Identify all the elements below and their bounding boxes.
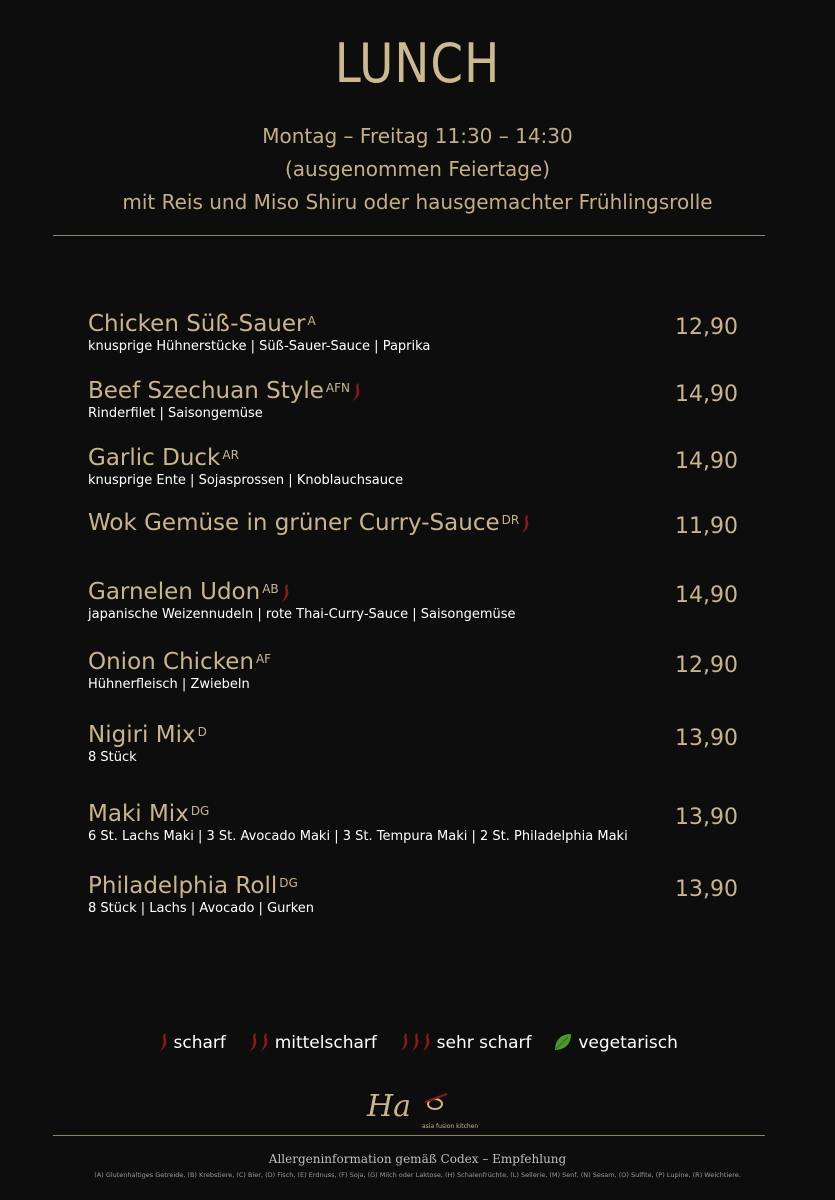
allergen-codes: DG [190, 803, 210, 818]
menu-item [88, 311, 738, 354]
chili-icon [260, 1032, 269, 1052]
menu-title: LUNCH [334, 32, 501, 96]
allergen-codes: AF [255, 651, 272, 666]
logo-tagline: asia fusion kitchen [422, 1123, 479, 1130]
chili-icon [400, 1032, 409, 1052]
legend-label: sehr scharf [436, 1033, 532, 1053]
legend-vegetarisch [553, 1032, 678, 1053]
legend-mittelscharf [247, 1032, 377, 1053]
divider-bottom [53, 1135, 765, 1136]
legend-sehr-scharf [398, 1032, 531, 1053]
chili-icon [411, 1032, 420, 1052]
item-price: 12,90 [675, 653, 738, 678]
menu-item [88, 801, 738, 844]
item-description: 6 St. Lachs Maki | 3 St. Avocado Maki | 3 St. Tempura Maki | 2 St. Philadelphia Maki [88, 829, 628, 844]
item-description: Hühnerfleisch | Zwiebeln [88, 677, 250, 692]
item-description: Rinderfilet | Saisongemüse [88, 406, 263, 421]
chili-icon [281, 583, 290, 603]
item-price: 14,90 [675, 382, 738, 407]
item-description: japanische Weizennudeln | rote Thai-Curry-Sauce | Saisongemüse [88, 607, 516, 622]
item-price: 14,90 [675, 583, 738, 608]
item-description: 8 Stück [88, 750, 137, 765]
item-price: 13,90 [675, 805, 738, 830]
chili-icon [352, 382, 361, 402]
menu-item [88, 445, 738, 488]
item-price: 14,90 [675, 449, 738, 474]
logo-mark [367, 1088, 479, 1132]
allergen-title: Allergeninformation gemäß Codex – Empfehlung [268, 1152, 567, 1166]
legend-label: vegetarisch [578, 1033, 678, 1053]
menu-item [88, 649, 738, 692]
chili-icon [521, 514, 530, 534]
item-price: 11,90 [675, 514, 738, 539]
sides-note: mit Reis und Miso Shiru oder hausgemachter Frühlingsrolle [122, 190, 713, 214]
spice-legend [0, 1032, 835, 1053]
allergen-codes: A [307, 313, 316, 328]
legend-scharf [157, 1032, 226, 1053]
item-name: Chicken Süß-Sauer [88, 311, 306, 337]
holiday-note: (ausgenommen Feiertage) [284, 157, 551, 181]
menu-item [88, 873, 738, 916]
chili-icon [422, 1032, 431, 1052]
allergen-codes: D [197, 724, 207, 739]
menu-item [88, 378, 738, 421]
allergen-codes: AB [262, 581, 279, 596]
item-price: 13,90 [675, 726, 738, 751]
item-description: knusprige Ente | Sojasprossen | Knoblauchsauce [88, 473, 404, 488]
item-description: 8 Stück | Lachs | Avocado | Gurken [88, 901, 315, 916]
allergen-list: (A) Glutenhaltiges Getreide, (B) Krebstiere, (C) Bier, (D) Fisch, (E) Erdnuss, (F) Soja, (G) Milch oder Laktose, (H) Schalenfrüchte, (L) Sellerie, (M) Senf, (N) Sesam, (O) Sulfite, (P) Lupine, (R) Weichtiere. [94, 1171, 741, 1179]
item-name: Onion Chicken [88, 649, 254, 675]
item-name: Maki Mix [88, 801, 189, 827]
item-description: knusprige Hühnerstücke | Süß-Sauer-Sauce | Paprika [88, 339, 431, 354]
menu-item [88, 579, 738, 622]
item-name: Nigiri Mix [88, 722, 196, 748]
item-name: Beef Szechuan Style [88, 378, 324, 404]
allergen-codes: AR [222, 447, 239, 462]
allergen-codes: DG [279, 875, 298, 890]
logo-text: Ha [367, 1089, 412, 1124]
menu-item [88, 510, 738, 539]
item-name: Philadelphia Roll [88, 873, 278, 899]
chili-icon [249, 1032, 258, 1052]
leaf-icon [553, 1032, 573, 1052]
allergen-codes: AFN [325, 380, 350, 395]
item-price: 13,90 [675, 877, 738, 902]
restaurant-logo [367, 1088, 479, 1132]
divider-top [53, 235, 765, 236]
item-name: Garlic Duck [88, 445, 221, 471]
legend-label: scharf [173, 1033, 226, 1053]
item-name: Garnelen Udon [88, 579, 261, 605]
lunch-hours: Montag – Freitag 11:30 – 14:30 [262, 124, 573, 148]
legend-label: mittelscharf [274, 1033, 377, 1053]
chili-icon [159, 1032, 168, 1052]
menu-item [88, 722, 738, 765]
allergen-codes: DR [501, 512, 520, 527]
item-price: 12,90 [675, 315, 738, 340]
item-name: Wok Gemüse in grüner Curry-Sauce [88, 510, 500, 536]
